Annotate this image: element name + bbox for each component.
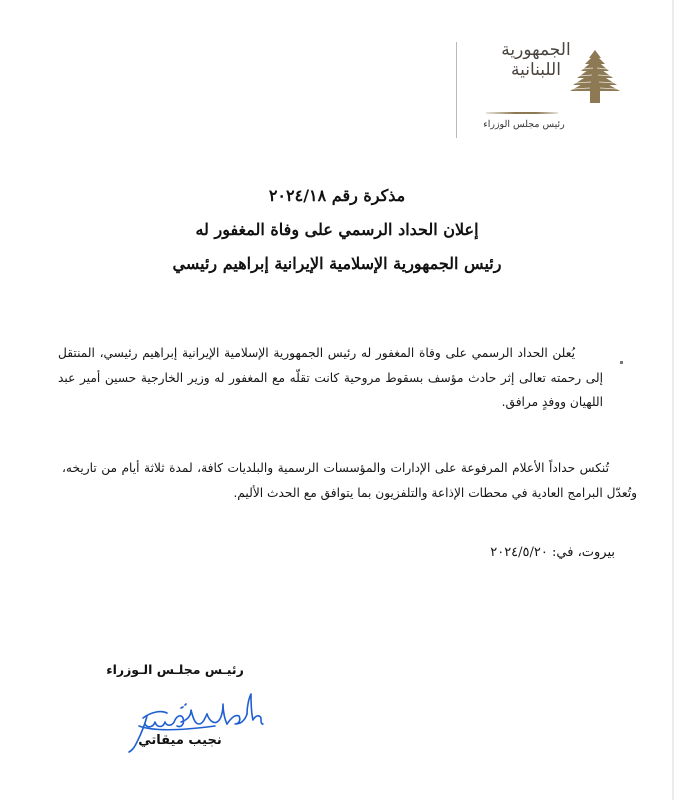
signatory-title: رئيـس مجلـس الـوزراء	[106, 662, 244, 677]
letterhead-subtitle: رئيس مجلس الوزراء	[483, 119, 565, 130]
scan-speck	[620, 361, 623, 364]
paragraph-announcement-text: يُعلن الحداد الرسمي على وفاة المغفور له رئيس الجمهورية الإسلامية الإيرانية إبراهيم رئيسي، المنتقل إلى رحمته تعالى إثر حادث مؤسف بسقوط مروحية كانت تقلّه مع المغفور له وزير الخارجية حسين أمير عبد اللهيان ووفدٍ مرافق.	[58, 346, 603, 409]
letterhead-rule	[486, 112, 558, 114]
letterhead-title-line2: اللبنانية	[511, 60, 561, 80]
memo-subtitle: رئيس الجمهورية الإسلامية الإيرانية إبراهيم رئيسي	[172, 254, 502, 273]
paragraph-mourning-measures-text: تُنكس حداداً الأعلام المرفوعة على الإدارات والمؤسسات الرسمية والبلديات كافة، لمدة ثلاثة أيام من تاريخه، وتُعدّل البرامج العادية في محطات الإذاعة والتلفزيون بما يتوافق مع الحدث الأليم.	[62, 461, 637, 500]
letterhead-divider	[456, 42, 457, 138]
place-date: بيروت، في: ٢٠٢٤/٥/٢٠	[490, 545, 615, 560]
letterhead	[456, 36, 671, 140]
signatory-name: نجيب ميقاتي	[138, 733, 222, 748]
memo-number: مذكرة رقم ٢٠٢٤/١٨	[268, 186, 406, 205]
cedar-tree-icon	[568, 48, 622, 104]
paragraph-mourning-measures	[62, 456, 637, 505]
paragraph-announcement	[58, 341, 603, 415]
letterhead-title-line1: الجمهورية	[501, 40, 571, 60]
memo-title: إعلان الحداد الرسمي على وفاة المغفور له	[195, 220, 479, 239]
